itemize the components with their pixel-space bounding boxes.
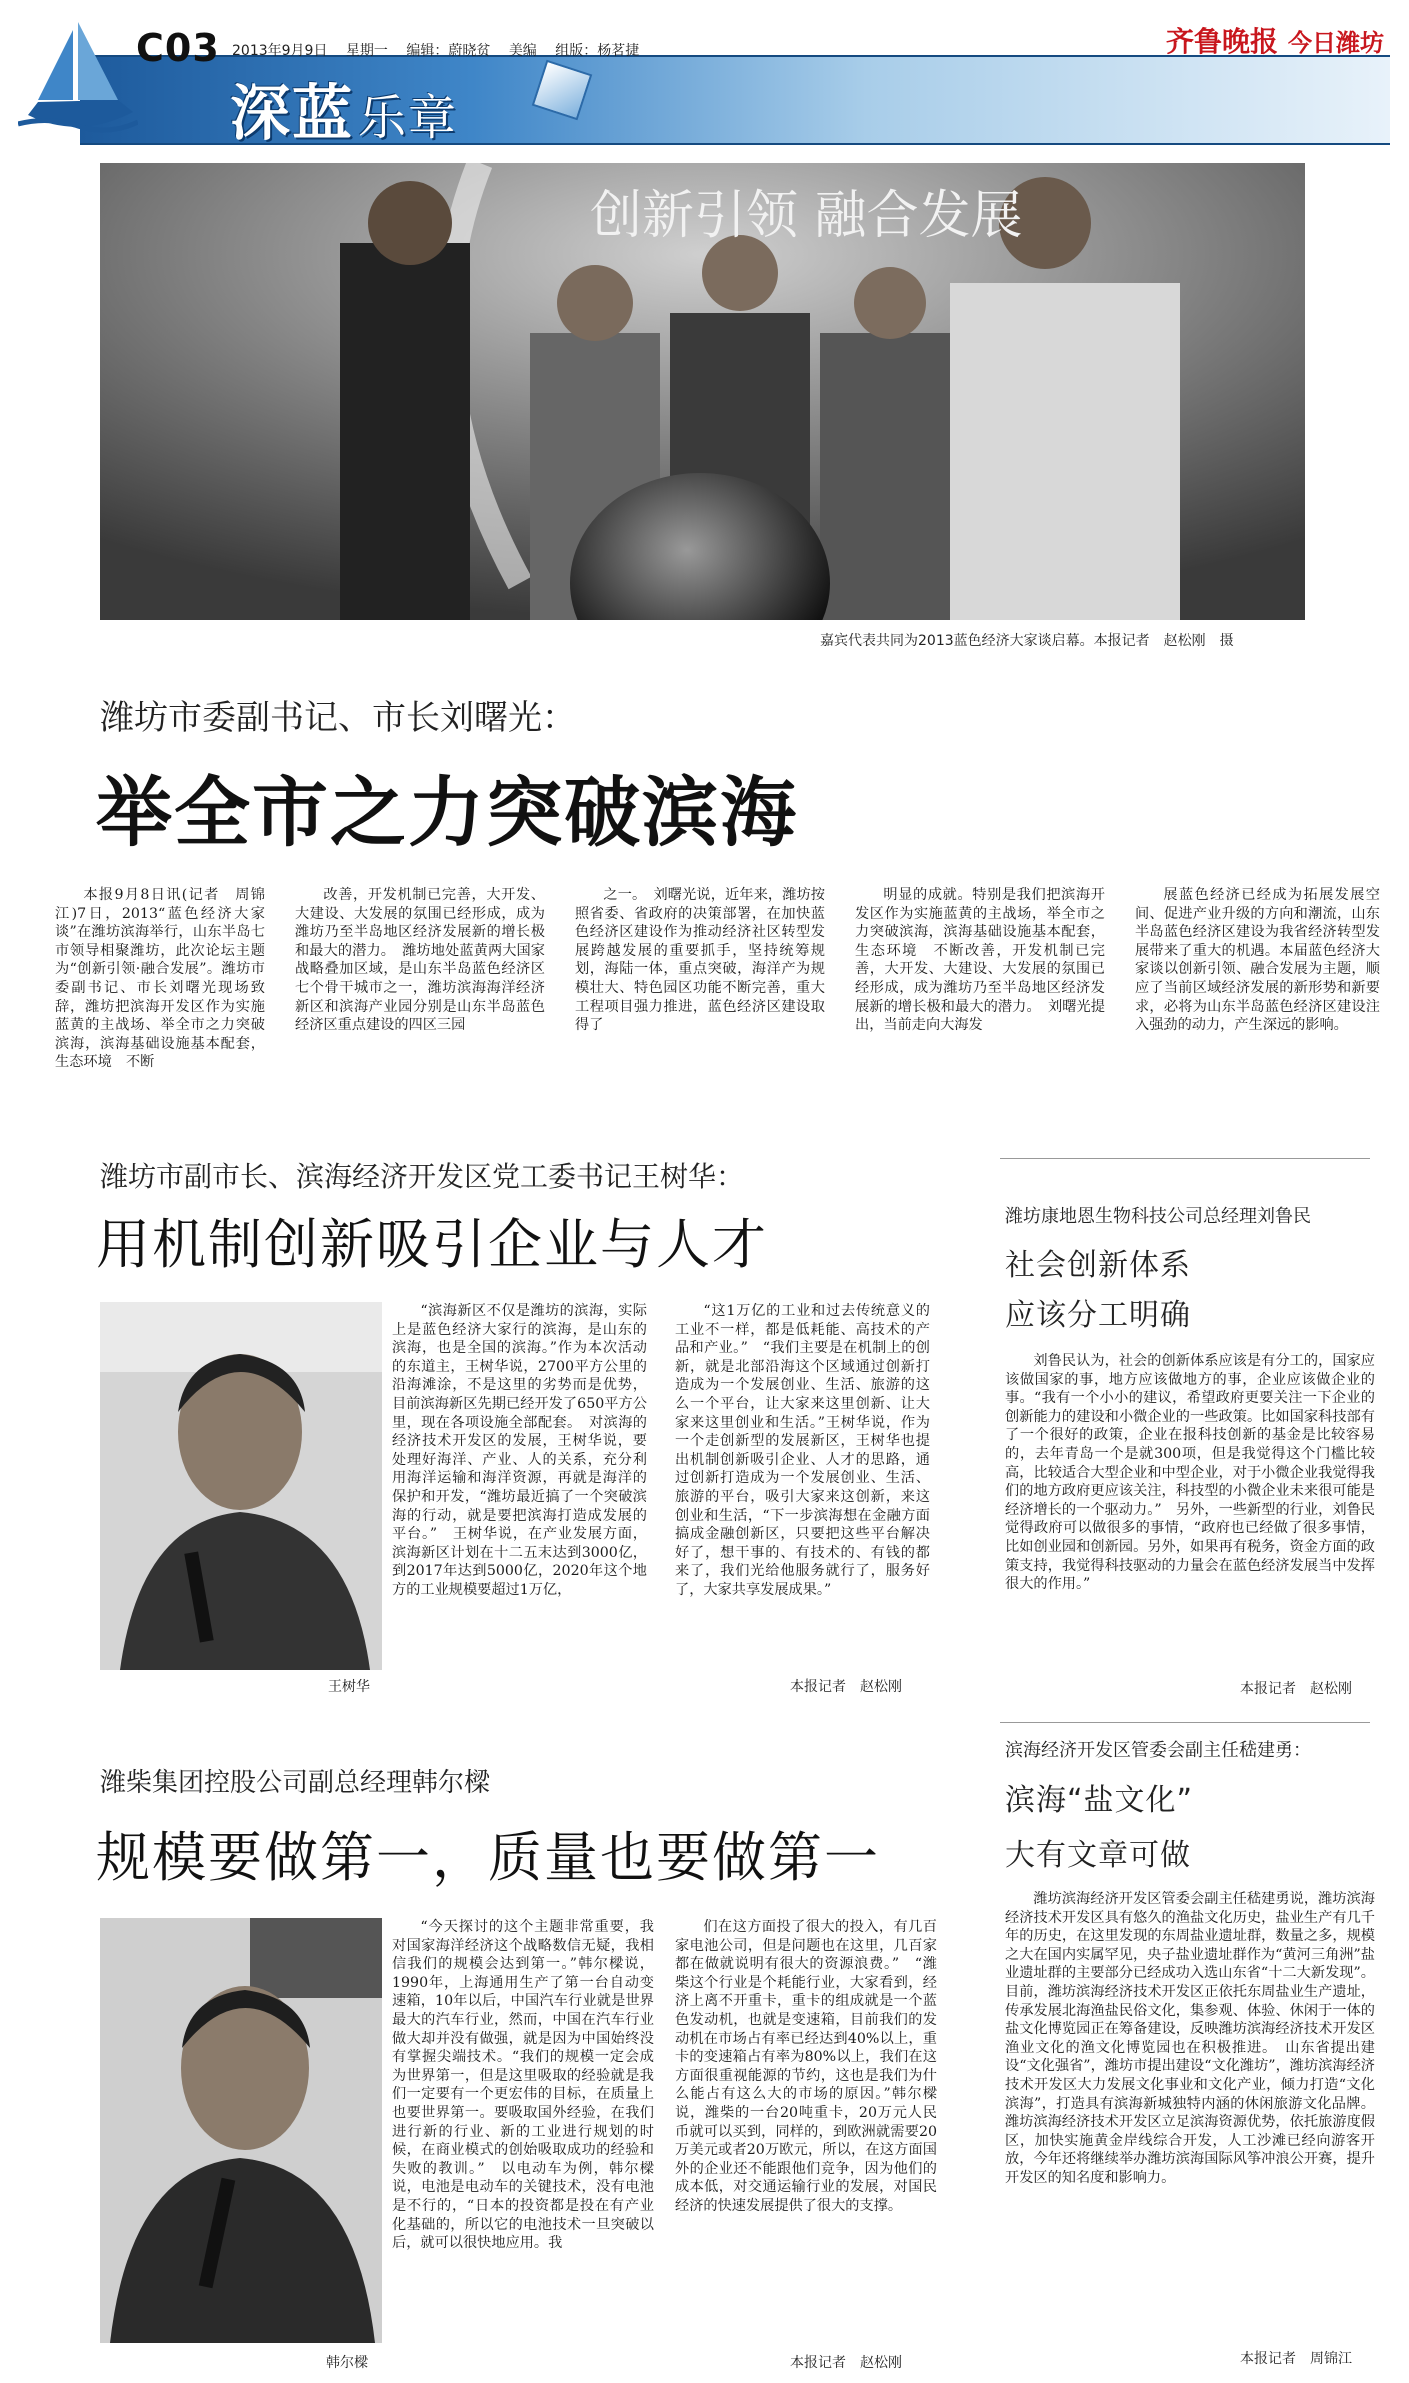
article5-headline-line1: 滨海“盐文化” [1005,1783,1194,1818]
article5-kicker: 滨海经济开发区管委会副主任嵇建勇： [1005,1740,1311,1761]
paper-title: 齐鲁晚报 [1166,25,1279,58]
article2-headline: 用机制创新吸引企业与人才 [96,1213,768,1276]
article1-kicker: 潍坊市委副书记、市长刘曙光： [100,698,576,738]
article1-col-5-text: 展蓝色经济已经成为拓展发展空间、促进产业升级的方向和潮流，山东半岛蓝色经济区建设为我省经济转型发展带来了重大的机遇。本届蓝色经济大家谈以创新引领、融合发展为主题，顺应了当前区域经济发展的新形势和新要求，必将为山东半岛蓝色经济区建设注入强劲的动力，产生深远的影响。 [1135,887,1380,1034]
article3-body-text: 刘鲁民认为，社会的创新体系应该是有分工的，国家应该做国家的事，地方应该做地方的事，企业应该做企业的事。“我有一个小小的建议，希望政府更要关注一下企业的创新能力的建设和小微企业的一些政策。比如国家科技部有了一个很好的政策，企业在报科技创新的基金是比较容易的，去年青岛一个是就300项，但是我觉得这个门槛比较高，比较适合大型企业和中型企业，对于小微企业我觉得我们的地方政府更应该关注，科技型的小微企业未来很可能是经济增长的一个驱动力。” 另外，一些新型的行业，刘鲁民觉得政府可以做很多的事情，“政府也已经做了很多事情，比如创业园和创新园。另外，如果再有税务，资金方面的政策支持，我觉得科技驱动的力量会在蓝色经济发展当中发挥很大的作用。” [1005,1353,1375,1593]
article3-headline-line1: 社会创新体系 [1005,1248,1191,1283]
article3-kicker: 潍坊康地恩生物科技公司总经理刘鲁民 [1005,1206,1311,1227]
side-divider-2 [1000,1722,1370,1723]
top-photo-caption: 嘉宾代表共同为2013蓝色经济大家谈启幕。本报记者 赵松刚 摄 [820,633,1234,649]
section-title-sub: 乐章 [358,90,459,146]
masthead [0,0,1409,150]
article2-photo [100,1302,382,1670]
issue-meta [232,40,653,60]
article2-col-1-text: “滨海新区不仅是潍坊的滨海，实际上是蓝色经济大家行的滨海，是山东的滨海，也是全国的滨海。”作为本次活动的东道主，王树华说，2700平方公里的沿海滩涂，不是这里的劣势而是优势，目前滨海新区先期已经开发了650平方公里，现在各项设施全部配套。 对滨海的经济技术开发区的发展，王树华说，要处理好海洋、产业、人的关系，充分利用海洋运输和海洋资源，再就是海洋的保护和开发，“潍坊最近搞了一个突破滨海的行动，就是要把滨海打造成发展的平台。” 王树华说，在产业发展方面，滨海新区计划在十二五末达到3000亿，到2017年达到5000亿，2020年这个地方的工业规模要超过1万亿， [392,1303,647,1598]
article4-col-2-text: 们在这方面投了很大的投入，有几百家电池公司，但是问题也在这里，几百家都在做就说明有很大的资源浪费。” “潍柴这个行业是个耗能行业，大家看到，经济上离不开重卡，重卡的组成就是一个蓝色发动机，也就是变速箱，目前我们的发动机在市场占有率已经达到40%以上，重卡的变速箱占有率为80%以上，我们在这方面很重视能源的节约，这也是我们为什么能占有这么大的市场的原因。”韩尔樑说，潍柴的一台20吨重卡，20万元人民币就可以买到，同样的，到欧洲就需要20万美元或者20万欧元，所以，在这方面国外的企业还不能跟他们竞争，因为他们的成本低，对交通运输行业的发展，对国民经济的快速发展提供了很大的支撑。 [675,1919,937,2214]
article4-col-1 [392,1918,654,2253]
article4-photo [100,1918,382,2343]
issue-editor: 编辑：蔚晓贫 [406,43,491,59]
backdrop-text: 创新引领 融合发展 [590,186,1023,246]
article1-col-2 [295,886,545,1035]
article2-col-2-text: “这1万亿的工业和过去传统意义的工业不一样，都是低耗能、高技术的产品和产业。” “我们主要是在机制上的创新，就是北部沿海这个区域通过创新打造成为一个发展创业、生活、旅游的这么一个平台，让大家来这里创新、让大家来这里创业和生活。”王树华说，作为一个走创新型的发展新区，王树华也提出机制创新吸引企业、人才的思路，通过创新打造成为一个发展创业、生活、旅游的平台，吸引大家来这创新，来这创业和生活，“下一步滨海想在金融方面搞成金融创新区，只要把这些平台解决好了，想干事的、有技术的、有钱的都来了，我们光给他服务就行了，服务好了，大家共享发展成果。” [675,1303,930,1598]
article1-col-1-text: 本报9月8日讯(记者 周锦江)7日，2013“蓝色经济大家谈”在潍坊滨海举行，山东半岛七市领导相聚潍坊，此次论坛主题为“创新引领·融合发展”。潍坊市委副书记、市长刘曙光现场致辞，潍坊把滨海开发区作为实施蓝黄的主战场、举全市之力突破滨海，滨海基础设施基本配套，生态环境 不断 [55,887,265,1071]
side-divider [1000,1158,1370,1159]
article2-photo-name: 王树华 [328,1679,370,1695]
page-number: C03 [136,26,220,70]
article4-byline: 本报记者 赵松刚 [790,2355,902,2371]
portrait-photo-icon [100,1918,382,2343]
article2-kicker: 潍坊市副市长、滨海经济开发区党工委书记王树华： [100,1160,745,1193]
article1-col-4-text: 明显的成就。特别是我们把滨海开发区作为实施蓝黄的主战场，举全市之力突破滨海，滨海基础设施基本配套，生态环境 不断改善，开发机制已完善，大开发、大建设、大发展的氛围已经形成，成为潍坊乃至半岛地区经济发展新的增长极和最大的潜力。 刘曙光提出，当前走向大海发 [855,887,1105,1034]
article1-col-3-text: 之一。 刘曙光说，近年来，潍坊按照省委、省政府的决策部署，在加快蓝色经济区建设作为推动经济社区转型发展跨越发展的重要抓手，坚持统筹规划，海陆一体，重点突破，海洋产为规模壮大、特色园区功能不断完善，重大工程项目强力推进，蓝色经济区建设取得了 [575,887,825,1034]
article5-headline-line2: 大有文章可做 [1005,1838,1191,1873]
article5-body-text: 潍坊滨海经济开发区管委会副主任嵇建勇说，潍坊滨海经济技术开发区具有悠久的渔盐文化历史，盐业生产有几千年的历史，在这里发现的东周盐业遗址群，数量之多，规模之大在国内实属罕见，央子盐业遗址群作为“黄河三角洲”盐业遗址群的主要部分已经成功入选山东省“十二大新发现”。目前，潍坊滨海经济技术开发区正依托东周盐业生产遗址，传承发展北海渔盐民俗文化，集参观、体验、休闲于一体的盐文化博览园正在筹备建设，反映潍坊滨海经济技术开发区渔业文化的渔文化博览园也在积极推进。 山东省提出建设“文化强省”，潍坊市提出建设“文化潍坊”，潍坊滨海经济技术开发区大力发展文化事业和文化产业，倾力打造“文化滨海”，打造具有滨海新城独特内涵的休闲旅游文化品牌。潍坊滨海经济技术开发区立足滨海资源优势，依托旅游度假区，加快实施黄金岸线综合开发，人工沙滩已经向游客开放，今年还将继续举办潍坊滨海国际风筝冲浪公开赛，提升开发区的知名度和影响力。 [1005,1891,1375,2186]
ship-logo-icon [18,20,138,138]
article4-col-1-text: “今天探讨的这个主题非常重要，我对国家海洋经济这个战略数信无疑，我相信我们的规模会达到第一。”韩尔樑说，1990年，上海通用生产了第一台自动变速箱，10年以后，中国汽车行业就是世界最大的汽车行业，然而，中国在汽车行业做大却并没有做强，就是因为中国始终没有掌握尖端技术。“我们的规模一定会成为世界第一，但是这里吸取的经验就是我们一定要有一个更宏伟的目标，在质量上也要世界第一。要吸取国外经验，在我们进行新的行业、新的工业进行规划的时候，在商业模式的创始吸取成功的经验和失败的教训。” 以电动车为例，韩尔樑说，电池是电动车的关键技术，没有电池是不行的，“日本的投资都是投在有产业化基础的，所以它的电池技术一旦突破以后，就可以很快地应用。我 [392,1919,654,2252]
issue-layout: 组版：杨茗捷 [555,43,640,59]
article2-col-1 [392,1302,647,1600]
article1-headline: 举全市之力突破滨海 [96,768,798,857]
article4-headline: 规模要做第一，质量也要做第一 [96,1826,880,1889]
section-title-main: 深蓝 [230,79,354,149]
article1-col-3 [575,886,825,1035]
article1-col-5 [1135,886,1380,1035]
article2-byline: 本报记者 赵松刚 [790,1679,902,1695]
section-title [230,66,458,152]
article3-byline: 本报记者 赵松刚 [1240,1681,1352,1697]
article1-col-4 [855,886,1105,1035]
article1-col-1 [55,886,265,1072]
edition-name: 今日潍坊 [1288,29,1385,57]
issue-weekday: 星期一 [345,43,388,59]
article2-col-2 [675,1302,930,1600]
article4-photo-name: 韩尔樑 [326,2355,368,2371]
article1-col-2-text: 改善，开发机制已完善，大开发、大建设、大发展的氛围已经形成，成为潍坊乃至半岛地区经济发展新的增长极和最大的潜力。 潍坊地处蓝黄两大国家战略叠加区域，是山东半岛蓝色经济区七个骨干城市之一，潍坊滨海海洋经济新区和滨海产业园分别是山东半岛蓝色经济区重点建设的四区三园 [295,887,545,1034]
article4-col-2 [675,1918,937,2216]
paper-name [1166,20,1384,60]
portrait-photo-icon [100,1302,382,1670]
ceremony-photo-icon [100,163,1305,620]
article5-body [1005,1890,1375,2188]
issue-date: 2013年9月9日 [232,43,328,59]
article3-headline-line2: 应该分工明确 [1005,1298,1191,1333]
article5-byline: 本报记者 周锦江 [1240,2351,1352,2367]
issue-art-editor: 美编 [508,43,537,59]
top-photo [100,163,1305,620]
article4-kicker: 潍柴集团控股公司副总经理韩尔樑 [100,1768,491,1798]
article3-body [1005,1352,1375,1594]
